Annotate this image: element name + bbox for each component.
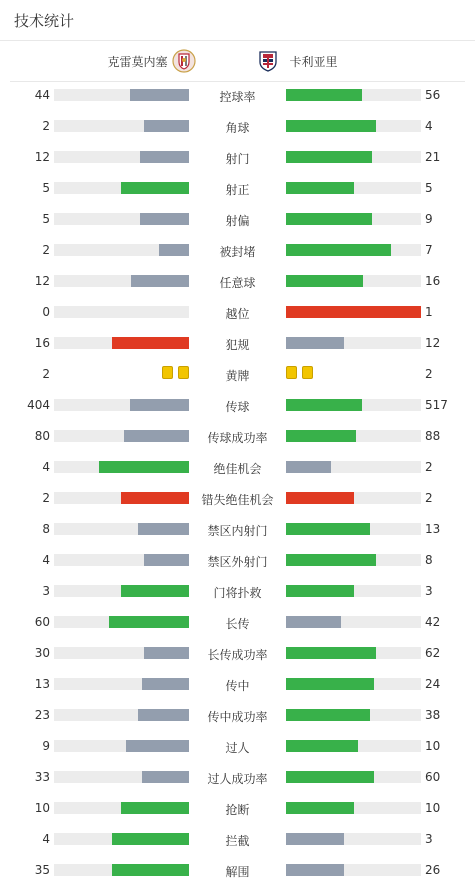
away-bar-track — [286, 864, 421, 876]
stat-row — [0, 174, 475, 205]
home-bar-track — [54, 89, 189, 101]
stat-row — [0, 422, 475, 453]
home-bar-fill — [144, 120, 189, 132]
stat-row — [0, 515, 475, 546]
away-bar-fill — [286, 740, 358, 752]
stat-row — [0, 856, 475, 887]
away-bar-fill — [286, 306, 421, 318]
stat-label: 传中成功率 — [207, 710, 268, 724]
away-bar-fill — [286, 709, 370, 721]
home-value: 3 — [42, 584, 50, 598]
away-bar-track — [286, 709, 421, 721]
home-bar-fill — [121, 492, 189, 504]
away-bar-fill — [286, 833, 344, 845]
home-value: 4 — [42, 553, 50, 567]
home-bar-fill — [112, 864, 189, 876]
home-bar-track — [54, 120, 189, 132]
away-value: 42 — [425, 615, 441, 629]
away-bar-fill — [286, 120, 376, 132]
away-bar-fill — [286, 523, 370, 535]
stat-label: 射偏 — [225, 214, 250, 228]
away-bar-track — [286, 678, 421, 690]
home-bar-fill — [131, 275, 189, 287]
home-bar-track — [54, 802, 189, 814]
cremonese-crest-icon — [172, 49, 196, 73]
away-team-name: 卡利亚里 — [289, 54, 338, 69]
stat-row — [0, 732, 475, 763]
away-value: 62 — [425, 646, 441, 660]
away-bar-fill — [286, 461, 331, 473]
away-value: 2 — [425, 460, 433, 474]
stat-label: 禁区外射门 — [207, 555, 268, 569]
home-value: 33 — [34, 770, 50, 784]
stat-row — [0, 236, 475, 267]
away-bar-track — [286, 182, 421, 194]
stat-label: 控球率 — [219, 90, 256, 104]
home-value: 0 — [42, 305, 50, 319]
home-bar-track — [54, 585, 189, 597]
home-bar-fill — [130, 399, 189, 411]
home-bar-fill — [99, 461, 189, 473]
stat-label: 犯规 — [225, 338, 250, 352]
away-value: 10 — [425, 801, 441, 815]
stat-row — [0, 763, 475, 794]
home-bar-track — [54, 430, 189, 442]
home-bar-track — [54, 678, 189, 690]
away-bar-fill — [286, 89, 362, 101]
away-bar-track — [286, 89, 421, 101]
away-bar-track — [286, 151, 421, 163]
away-value: 8 — [425, 553, 433, 567]
yellow-card-icon — [178, 366, 189, 379]
home-bar-fill — [140, 213, 189, 225]
home-value: 4 — [42, 460, 50, 474]
stat-row — [0, 360, 475, 391]
away-value: 56 — [425, 88, 441, 102]
away-value: 2 — [425, 491, 433, 505]
stat-row — [0, 391, 475, 422]
away-bar-fill — [286, 399, 362, 411]
home-bar-track — [54, 523, 189, 535]
home-bar-fill — [130, 89, 189, 101]
away-value: 16 — [425, 274, 441, 288]
away-bar-fill — [286, 244, 391, 256]
home-value: 44 — [34, 88, 50, 102]
home-bar-track — [54, 306, 189, 318]
home-value: 5 — [42, 181, 50, 195]
stat-row — [0, 298, 475, 329]
home-bar-fill — [121, 802, 189, 814]
away-value: 1 — [425, 305, 433, 319]
home-value: 5 — [42, 212, 50, 226]
away-value: 3 — [425, 584, 433, 598]
away-bar-fill — [286, 275, 363, 287]
away-bar-track — [286, 430, 421, 442]
home-bar-track — [54, 833, 189, 845]
stat-label: 传球 — [225, 400, 250, 414]
away-bar-fill — [286, 616, 341, 628]
home-bar-track — [54, 182, 189, 194]
stat-row — [0, 639, 475, 670]
stat-label: 被封堵 — [219, 245, 256, 259]
home-bar-track — [54, 771, 189, 783]
home-bar-fill — [112, 833, 189, 845]
home-bar-track — [54, 399, 189, 411]
yellow-card-icon — [302, 366, 313, 379]
away-value: 3 — [425, 832, 433, 846]
away-bar-fill — [286, 182, 354, 194]
away-bar-track — [286, 244, 421, 256]
page-header — [0, 0, 475, 41]
away-bar-track — [286, 523, 421, 535]
home-bar-track — [54, 864, 189, 876]
stat-row — [0, 670, 475, 701]
away-bar-fill — [286, 492, 354, 504]
home-bar-fill — [121, 585, 189, 597]
away-bar-track — [286, 306, 421, 318]
stat-label: 角球 — [225, 121, 250, 135]
home-value: 12 — [34, 274, 50, 288]
stat-label: 传中 — [225, 679, 250, 693]
stat-row — [0, 205, 475, 236]
away-value: 38 — [425, 708, 441, 722]
home-value: 80 — [34, 429, 50, 443]
yellow-card-icon — [286, 366, 297, 379]
stat-label: 射门 — [225, 152, 250, 166]
home-bar-fill — [142, 678, 189, 690]
stat-label: 黄牌 — [225, 369, 250, 383]
home-bar-track — [54, 337, 189, 349]
home-bar-track — [54, 213, 189, 225]
stat-row — [0, 701, 475, 732]
stat-label: 过人成功率 — [207, 772, 268, 786]
away-bar-fill — [286, 771, 374, 783]
away-bar-track — [286, 337, 421, 349]
away-bar-track — [286, 275, 421, 287]
home-yellow-cards — [162, 366, 189, 379]
away-bar-track — [286, 833, 421, 845]
home-team-name: 克雷莫内塞 — [107, 54, 168, 69]
away-value: 5 — [425, 181, 433, 195]
stat-row — [0, 267, 475, 298]
home-bar-fill — [144, 554, 189, 566]
stat-row — [0, 608, 475, 639]
away-bar-track — [286, 585, 421, 597]
home-bar-fill — [124, 430, 189, 442]
stat-row — [0, 81, 475, 112]
home-value: 35 — [34, 863, 50, 877]
away-bar-track — [286, 802, 421, 814]
home-bar-track — [54, 616, 189, 628]
away-value: 21 — [425, 150, 441, 164]
home-bar-fill — [138, 523, 189, 535]
home-value: 10 — [34, 801, 50, 815]
stat-row — [0, 143, 475, 174]
away-bar-fill — [286, 585, 354, 597]
away-bar-fill — [286, 647, 376, 659]
away-bar-fill — [286, 430, 356, 442]
stat-row — [0, 484, 475, 515]
away-bar-track — [286, 554, 421, 566]
away-bar-track — [286, 771, 421, 783]
home-bar-track — [54, 709, 189, 721]
home-bar-fill — [138, 709, 189, 721]
away-bar-track — [286, 213, 421, 225]
home-bar-track — [54, 151, 189, 163]
stat-label: 禁区内射门 — [207, 524, 268, 538]
teams-header — [10, 41, 465, 82]
stat-label: 解围 — [225, 865, 250, 879]
home-bar-track — [54, 647, 189, 659]
away-value: 88 — [425, 429, 441, 443]
away-value: 24 — [425, 677, 441, 691]
away-value: 60 — [425, 770, 441, 784]
away-bar-fill — [286, 802, 354, 814]
away-bar-track — [286, 461, 421, 473]
stat-label: 传球成功率 — [207, 431, 268, 445]
stat-label: 错失绝佳机会 — [201, 493, 274, 507]
stat-label: 越位 — [225, 307, 250, 321]
home-value: 2 — [42, 119, 50, 133]
home-bar-fill — [142, 771, 189, 783]
away-value: 4 — [425, 119, 433, 133]
stat-label: 绝佳机会 — [213, 462, 262, 476]
home-bar-track — [54, 554, 189, 566]
away-bar-fill — [286, 864, 344, 876]
away-value: 13 — [425, 522, 441, 536]
away-value: 26 — [425, 863, 441, 877]
home-bar-fill — [121, 182, 189, 194]
away-bar-track — [286, 120, 421, 132]
stat-row — [0, 112, 475, 143]
home-value: 404 — [27, 398, 50, 412]
home-bar-track — [54, 740, 189, 752]
home-value: 60 — [34, 615, 50, 629]
away-bar-fill — [286, 678, 374, 690]
home-bar-fill — [144, 647, 189, 659]
home-value: 2 — [42, 367, 50, 381]
stat-row — [0, 546, 475, 577]
away-yellow-cards — [286, 366, 313, 379]
away-value: 10 — [425, 739, 441, 753]
stat-label: 射正 — [225, 183, 250, 197]
away-bar-fill — [286, 151, 372, 163]
away-bar-fill — [286, 554, 376, 566]
stat-row — [0, 794, 475, 825]
cagliari-crest-icon — [256, 49, 280, 73]
home-team[interactable] — [107, 41, 195, 81]
home-value: 2 — [42, 243, 50, 257]
away-bar-track — [286, 399, 421, 411]
home-value: 4 — [42, 832, 50, 846]
away-bar-track — [286, 492, 421, 504]
away-team[interactable] — [290, 41, 338, 81]
away-value: 7 — [425, 243, 433, 257]
home-bar-fill — [109, 616, 189, 628]
away-value: 12 — [425, 336, 441, 350]
stat-label: 抢断 — [225, 803, 250, 817]
stat-label: 长传 — [225, 617, 250, 631]
page-title: 技术统计 — [14, 12, 75, 30]
away-bar-fill — [286, 213, 372, 225]
home-value: 13 — [34, 677, 50, 691]
home-value: 23 — [34, 708, 50, 722]
away-value: 2 — [425, 367, 433, 381]
home-value: 8 — [42, 522, 50, 536]
home-bar-fill — [140, 151, 189, 163]
away-bar-track — [286, 616, 421, 628]
home-bar-track — [54, 244, 189, 256]
home-value: 2 — [42, 491, 50, 505]
away-bar-fill — [286, 337, 344, 349]
home-value: 16 — [34, 336, 50, 350]
home-bar-fill — [126, 740, 189, 752]
home-value: 12 — [34, 150, 50, 164]
home-value: 30 — [34, 646, 50, 660]
stat-label: 拦截 — [225, 834, 250, 848]
stat-label: 长传成功率 — [207, 648, 268, 662]
stat-label: 任意球 — [219, 276, 256, 290]
stat-row — [0, 825, 475, 856]
stat-label: 门将扑救 — [213, 586, 262, 600]
stat-label: 过人 — [225, 741, 250, 755]
away-bar-track — [286, 647, 421, 659]
home-value: 9 — [42, 739, 50, 753]
away-value: 9 — [425, 212, 433, 226]
home-bar-track — [54, 275, 189, 287]
home-bar-track — [54, 461, 189, 473]
yellow-card-icon — [162, 366, 173, 379]
stat-row — [0, 577, 475, 608]
stat-row — [0, 329, 475, 360]
home-bar-track — [54, 492, 189, 504]
home-bar-fill — [112, 337, 189, 349]
stat-row — [0, 453, 475, 484]
away-bar-track — [286, 740, 421, 752]
home-bar-fill — [159, 244, 189, 256]
away-value: 517 — [425, 398, 448, 412]
